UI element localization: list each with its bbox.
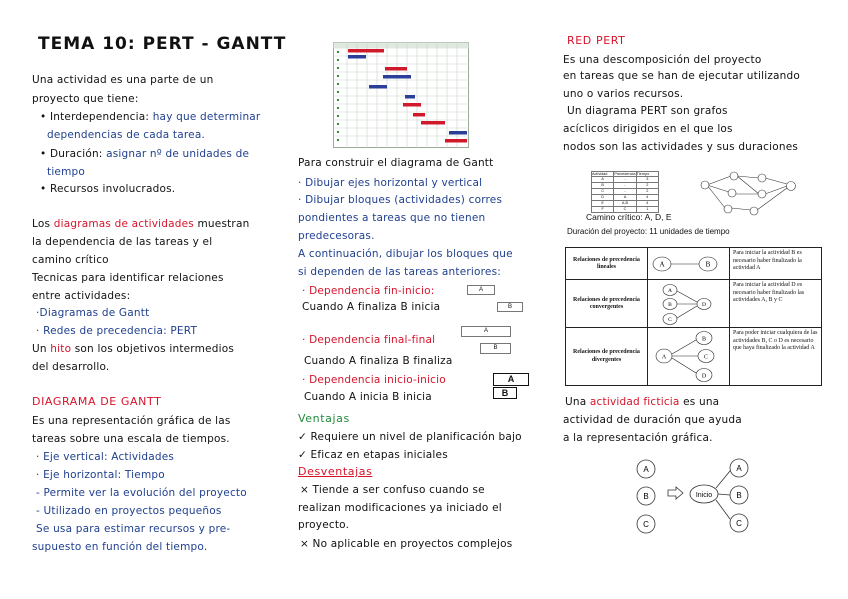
gantt-bar [348, 49, 384, 53]
dep-box-a: A [493, 373, 529, 386]
table-cell: - [614, 177, 636, 182]
node-label: C [643, 520, 649, 529]
table-cell: 4 [646, 195, 649, 199]
gantt-bar [405, 95, 415, 99]
bullet-label: Duración: [49, 148, 103, 160]
table-cell: F [592, 207, 614, 212]
critical-path: Camino crítico: A, D, E [586, 212, 672, 222]
construir-ejes: · Dibujar ejes horizontal y vertical [298, 177, 483, 189]
pert-network-figure [695, 166, 807, 224]
pert-node [758, 190, 766, 198]
node-label: A [668, 288, 672, 294]
desventaja-1-cont: realizan modificaciones ya iniciado el [298, 502, 502, 514]
gantt-bar [403, 103, 421, 107]
dummy-activity-figure [628, 456, 760, 540]
pert-node [758, 174, 766, 182]
table-row [566, 279, 821, 328]
gantt-bar [421, 121, 445, 125]
node-label: A [643, 465, 649, 474]
tecnica-gantt: ·Diagramas de Gantt [36, 307, 150, 319]
gantt-bar [445, 139, 467, 143]
highlight-diagramas: diagramas de actividades [53, 218, 194, 230]
table-cell: 3 [646, 177, 649, 181]
gantt-estimar-1: Se usa para estimar recursos y pre- [36, 523, 231, 535]
inicio-label: Inicio [695, 492, 713, 499]
diagramas-line-1 [32, 219, 249, 230]
dep-box-b: B [497, 302, 523, 312]
node-label: C [703, 354, 709, 361]
table-cell: 4 [646, 201, 649, 205]
dependencia-fin-inicio: · Dependencia fin-inicio: [302, 285, 435, 297]
bullet-label: Interdependencia: [49, 111, 150, 123]
table-cell: A [614, 195, 636, 200]
node-label: A [736, 464, 742, 473]
bullet-duracion-cont: tiempo [47, 166, 86, 178]
node-label: C [736, 519, 742, 528]
desventaja-1: × Tiende a ser confuso cuando se [300, 484, 485, 496]
section-title-gantt: DIAGRAMA DE GANTT [32, 395, 162, 408]
dep-box-a: A [461, 326, 511, 337]
pert-line-1: Es una descomposición del proyecto [563, 54, 762, 66]
table-cell: 2 [646, 189, 649, 193]
continuacion-2: si dependen de las tareas anteriores: [298, 266, 501, 278]
diagramas-line-4: Tecnicas para identificar relaciones [32, 272, 224, 284]
dep-box-a: A [467, 285, 495, 295]
highlight-ficticia: actividad ficticia [589, 396, 680, 408]
gantt-line-1: Es una representación gráfica de las [32, 415, 231, 427]
table-cell: 2 [646, 183, 649, 187]
table-cell: A [592, 177, 614, 182]
continuacion-1: A continuación, dibujar los bloques que [298, 248, 513, 260]
gantt-eje-vertical: · Eje vertical: Actividades [36, 451, 175, 463]
pert-line-6: nodos son las actividades y sus duraciones [563, 141, 799, 153]
project-duration: Duración del proyecto: 11 unidades de tiempo [567, 227, 730, 236]
section-title-pert: RED PERT [567, 34, 626, 47]
gantt-eje-horizontal: · Eje horizontal: Tiempo [36, 469, 165, 481]
ficticia-line-1 [565, 397, 719, 408]
node-label: A [661, 354, 667, 361]
ventaja-1: ✓ Requiere un nivel de planificación bajo [298, 431, 522, 443]
pert-node [787, 182, 796, 191]
pert-line-4: Un diagrama PERT son grafos [567, 105, 728, 117]
table-cell: B [592, 183, 614, 188]
relation-name: Relaciones de precedencia convergentes [566, 280, 648, 328]
tecnica-pert: · Redes de precedencia: PERT [36, 325, 198, 337]
dependencia-inicio-inicio-desc: Cuando A inicia B inicia [304, 391, 432, 403]
gantt-bar [385, 67, 407, 71]
page-title: TEMA 10: PERT - GANTT [38, 34, 287, 54]
bullet-recursos: • Recursos involucrados. [40, 183, 176, 195]
node-label: D [701, 373, 707, 380]
precedence-table [565, 247, 822, 386]
dependencia-inicio-inicio: · Dependencia inicio-inicio [302, 374, 446, 386]
pert-node [750, 207, 758, 215]
implies-arrow [668, 487, 683, 499]
ventaja-2: ✓ Eficaz en etapas iniciales [298, 449, 448, 461]
pert-line-3: uno o varios recursos. [563, 88, 684, 100]
table-row [566, 247, 821, 280]
bullet-value: hay que determinar [152, 111, 261, 123]
dep-box-b: B [493, 387, 517, 399]
construir-bloques-3: predecesoras. [298, 230, 375, 242]
node-label: B [736, 491, 742, 500]
table-cell: - [614, 189, 636, 194]
relation-name: Relaciones de precedencia divergentes [566, 328, 648, 385]
th: Tiempo [636, 172, 650, 176]
activity-table [591, 171, 659, 213]
table-cell: D [592, 195, 614, 200]
ficticia-line-3: a la representación gráfica. [563, 432, 713, 444]
dependencia-final-final-desc: Cuando A finaliza B finaliza [304, 355, 453, 367]
pert-node [701, 181, 709, 189]
pert-node [724, 205, 732, 213]
text: Una [565, 396, 587, 408]
diagramas-line-5: entre actividades: [32, 290, 131, 302]
table-cell: C [614, 207, 636, 212]
node-label: A [659, 260, 665, 269]
bullet-interdependencia-cont: dependencias de cada tarea. [47, 129, 205, 141]
hito-line-1 [32, 344, 234, 355]
dep-box-b: B [480, 343, 511, 354]
construir-bloques-1: · Dibujar bloques (actividades) corres [298, 194, 503, 206]
desventajas-title: Desventajas [298, 465, 373, 478]
gantt-bar [413, 113, 425, 117]
relation-desc: Para iniciar la actividad B es necesario haber finalizado la actividad A [729, 248, 821, 280]
activity-table-body [591, 177, 659, 213]
table-row [566, 327, 821, 385]
table-cell: A,B [614, 201, 636, 206]
pert-node [728, 189, 736, 197]
gantt-chart-figure [333, 42, 469, 148]
relation-desc: Para poder iniciar cualquiera de las actividades B, C o D es necesario que haya finalizado la actividad A [729, 328, 821, 385]
bullet-label: Recursos involucrados. [49, 183, 176, 195]
table-cell: 1 [646, 207, 649, 211]
lineal-diagram [648, 250, 728, 278]
gantt-line-2: tareas sobre una escala de tiempos. [32, 433, 230, 445]
gantt-header [334, 43, 469, 49]
text: Los [32, 218, 51, 230]
gantt-estimar-2: supuesto en función del tiempo. [32, 541, 208, 553]
gantt-evolucion: - Permite ver la evolución del proyecto [36, 487, 247, 499]
th: Actividad [592, 172, 614, 176]
gantt-pequenos: - Utilizado en proyectos pequeños [36, 505, 222, 517]
pert-line-2: en tareas que se han de ejecutar utilizando [563, 70, 801, 82]
bullet-duracion: • Duración: asignar nº de unidades de [40, 148, 250, 160]
desventaja-1-cont2: proyecto. [298, 519, 350, 531]
hito-line-2: del desarrollo. [32, 361, 110, 373]
th: Precedencia [614, 172, 636, 176]
bullet-value: asignar nº de unidades de [106, 148, 250, 160]
relation-desc: Para iniciar la actividad D es necesario haber finalizado las actividades A, B y C [729, 280, 821, 328]
text: muestran [197, 218, 250, 230]
table-cell: E [592, 201, 614, 206]
gantt-bar [383, 75, 411, 79]
highlight-hito: hito [50, 343, 72, 355]
ventajas-title: Ventajas [298, 412, 350, 425]
dependencia-final-final: · Dependencia final-final [302, 334, 436, 346]
text: Un [32, 343, 47, 355]
divergent-diagram [648, 330, 728, 384]
diagramas-line-2: la dependencia de las tareas y el [32, 236, 213, 248]
node-label: B [643, 492, 649, 501]
node-label: B [668, 302, 672, 308]
intro-line-2: proyecto que tiene: [32, 93, 139, 105]
node-label: B [701, 336, 707, 343]
table-cell: C [592, 189, 614, 194]
pert-line-5: acíclicos dirigidos en el que los [563, 123, 733, 135]
node-label: D [702, 302, 706, 308]
text: son los objetivos intermedios [74, 343, 234, 355]
node-label: C [668, 317, 672, 323]
dependencia-fin-inicio-desc: Cuando A finaliza B inicia [302, 301, 441, 313]
gantt-bar [348, 55, 366, 59]
intro-line-1: Una actividad es una parte de un [32, 74, 214, 86]
gantt-bar [369, 85, 387, 89]
text: es una [683, 396, 720, 408]
diagramas-line-3: camino crítico [32, 254, 109, 266]
bullet-interdependencia: • Interdependencia: hay que determinar [40, 111, 261, 123]
ficticia-line-2: actividad de duración que ayuda [563, 414, 742, 426]
table-cell: - [614, 183, 636, 188]
node-label: B [705, 260, 711, 269]
pert-node [730, 172, 738, 180]
relation-name: Relaciones de precedencia lineales [566, 248, 648, 280]
convergent-diagram [648, 282, 728, 326]
construir-bloques-2: pondientes a tareas que no tienen [298, 212, 486, 224]
desventaja-2: × No aplicable en proyectos complejos [300, 538, 513, 550]
gantt-bar [449, 131, 467, 135]
construir-title: Para construir el diagrama de Gantt [298, 157, 494, 169]
